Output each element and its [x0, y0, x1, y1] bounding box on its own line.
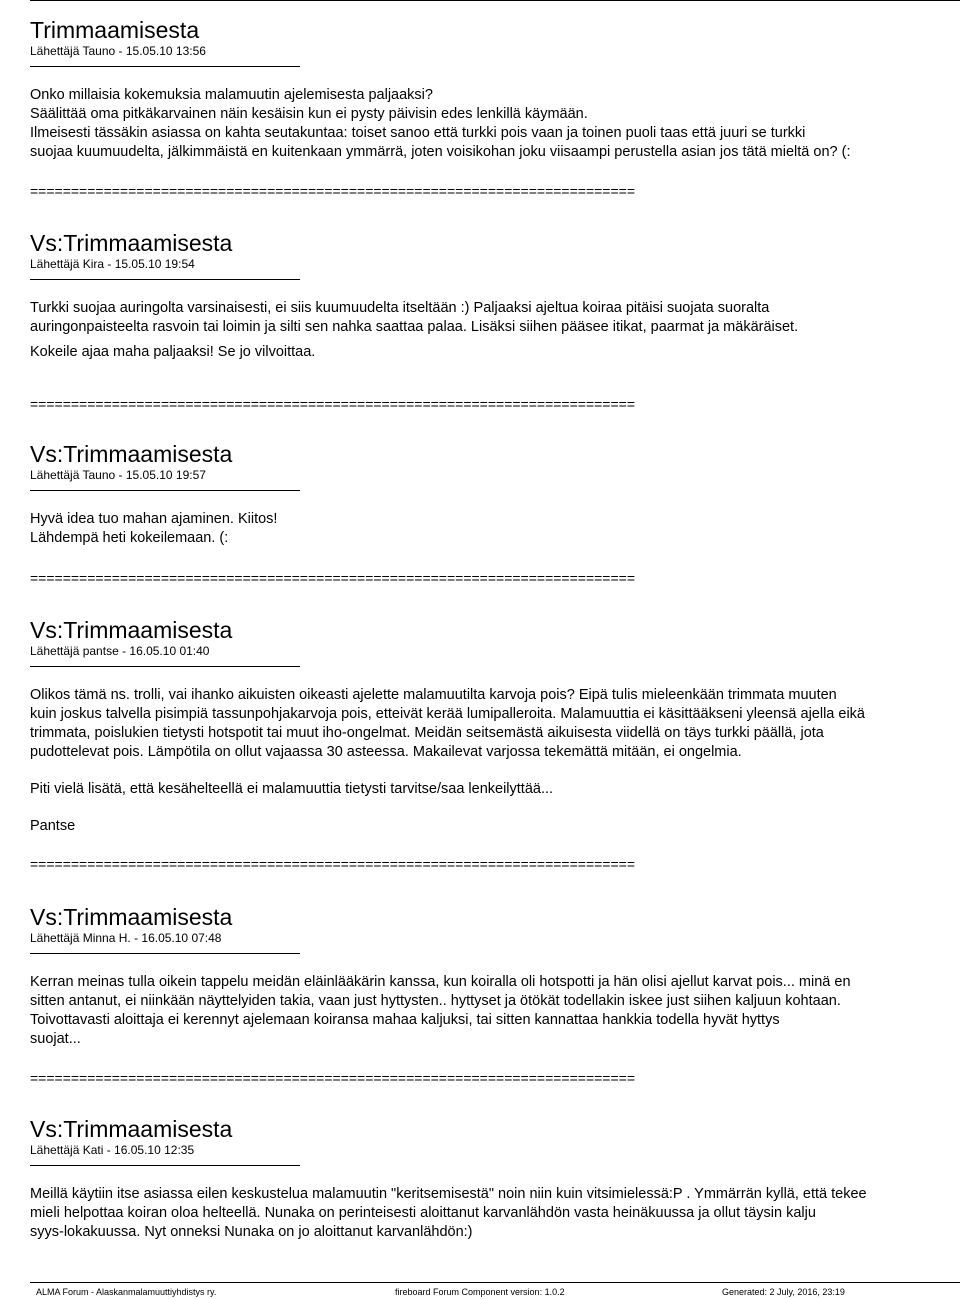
post-line: kuin joskus talvella pisimpiä tassunpohjakarvoja pois, etteivät kerää lumipalleroita. Malamuuttia ei käsittääkseni yleensä ajella eikä — [30, 706, 865, 722]
paragraph-gap — [30, 762, 960, 780]
post-title: Vs:Trimmaamisesta — [30, 1116, 233, 1142]
top-rule — [30, 0, 960, 1]
post-title: Vs:Trimmaamisesta — [30, 904, 233, 930]
post-body — [30, 86, 960, 162]
post-meta: Lähettäjä Tauno - 15.05.10 19:57 — [30, 468, 206, 482]
post-separator: ========================================================================== — [30, 183, 636, 199]
post-line: Kerran meinas tulla oikein tappelu meidän eläinlääkärin kanssa, kun koiralla oli hotspotti ja hän olisi ajellut karvat pois... minä en — [30, 974, 851, 990]
forum-post — [30, 229, 960, 362]
post-line: Ilmeisesti tässäkin asiassa on kahta seutakuntaa: toiset sanoo että turkki pois vaan ja toinen puoli taas että juuri se turkki — [30, 125, 806, 141]
post-title: Vs:Trimmaamisesta — [30, 441, 233, 467]
post-body — [30, 973, 960, 1049]
post-separator: ========================================================================== — [30, 1070, 636, 1086]
forum-post — [30, 903, 960, 1049]
post-meta: Lähettäjä Kati - 16.05.10 12:35 — [30, 1143, 195, 1157]
post-line: Toivottavasti aloittaja ei kerennyt ajelemaan koiransa mahaa kaljuksi, tai sitten kannattaa hankkia todella hyvät hyttys — [30, 1012, 780, 1028]
post-separator: ========================================================================== — [30, 856, 636, 872]
post-meta: Lähettäjä Kira - 15.05.10 19:54 — [30, 257, 195, 271]
post-divider — [30, 666, 300, 667]
post-divider — [30, 66, 300, 67]
post-divider — [30, 953, 300, 954]
post-title: Vs:Trimmaamisesta — [30, 617, 233, 643]
post-line: Meillä käytiin itse asiassa eilen keskustelua malamuutin "keritsemisestä" noin niin kuin vitsimielessä:P . Ymmärrän kyllä, että tekee — [30, 1186, 867, 1202]
post-line: suojat... — [30, 1031, 81, 1047]
post-line: trimmata, poislukien tietysti hotspotit tai muut iho-ongelmat. Meidän seitsemästä aikuisesta viidellä on täys turkki päällä, jota — [30, 725, 824, 741]
paragraph-gap — [30, 799, 960, 817]
post-line: Hyvä idea tuo mahan ajaminen. Kiitos! — [30, 511, 278, 527]
post-line: Kokeile ajaa maha paljaaksi! Se jo vilvoittaa. — [30, 344, 316, 360]
post-line: Turkki suojaa auringolta varsinaisesti, ei siis kuumuudelta itseltään :) Paljaaksi ajeltua koiraa pitäisi suojata suoralta — [30, 300, 770, 316]
post-line: Onko millaisia kokemuksia malamuutin ajelemisesta paljaaksi? — [30, 87, 433, 103]
post-body — [30, 510, 960, 548]
post-meta: Lähettäjä pantse - 16.05.10 01:40 — [30, 644, 210, 658]
page-footer — [30, 1282, 960, 1297]
post-line: auringonpaisteelta rasvoin tai loimin ja silti sen nahka saattaa palaa. Lisäksi siihen pääsee itikat, paarmat ja mäkäräiset. — [30, 319, 799, 335]
post-body — [30, 686, 960, 836]
footer-component-version: fireboard Forum Component version: 1.0.2 — [395, 1287, 565, 1297]
post-divider — [30, 1165, 300, 1166]
post-body — [30, 299, 960, 362]
post-separator: ========================================================================== — [30, 396, 636, 412]
forum-post — [30, 16, 960, 162]
post-line: suojaa kuumuudelta, jälkimmäistä en kuitenkaan ymmärrä, joten voisikohan joku viisaampi perustella asian jos tätä mieltä on? (: — [30, 144, 851, 160]
post-line: Lähdempä heti kokeilemaan. (: — [30, 530, 229, 546]
footer-site-name: ALMA Forum - Alaskanmalamuuttiyhdistys ry. — [36, 1287, 217, 1297]
post-divider — [30, 279, 300, 280]
forum-post — [30, 440, 960, 548]
post-divider — [30, 490, 300, 491]
footer-generated-date: Generated: 2 July, 2016, 23:19 — [722, 1287, 845, 1297]
post-line: sitten antanut, ei niinkään näyttelyiden takia, vaan just hyttysten.. hyttyset ja ötökät todellakin iskee just siihen kaljuun kohtaan. — [30, 993, 841, 1009]
post-title: Trimmaamisesta — [30, 17, 200, 43]
post-line: syys-lokakuussa. Nyt onneksi Nunaka on jo aloittanut karvanlähdön:) — [30, 1224, 473, 1240]
post-line: Piti vielä lisätä, että kesähelteellä ei malamuuttia tietysti tarvitse/saa lenkeilyttää... — [30, 781, 554, 797]
forum-post — [30, 616, 960, 836]
post-meta: Lähettäjä Minna H. - 16.05.10 07:48 — [30, 931, 222, 945]
post-title: Vs:Trimmaamisesta — [30, 230, 233, 256]
post-line: Säälittää oma pitkäkarvainen näin kesäisin kun ei pysty päivisin edes lenkillä käymään. — [30, 106, 588, 122]
post-line: Olikos tämä ns. trolli, vai ihanko aikuisten oikeasti ajelette malamuutilta karvoja pois? Eipä tulis mieleenkään trimmata muuten — [30, 687, 837, 703]
post-signature: Pantse — [30, 818, 76, 834]
post-line: pudottelevat pois. Lämpötila on ollut vajaassa 30 asteessa. Makailevat varjossa tekemättä mitään, ei ongelmia. — [30, 744, 742, 760]
post-line: mieli helpottaa koiran oloa helteellä. Nunaka on perinteisesti aloittanut karvanlähdön vasta heinäkuussa ja ollut täysin kalju — [30, 1205, 816, 1221]
post-separator: ========================================================================== — [30, 570, 636, 586]
post-meta: Lähettäjä Tauno - 15.05.10 13:56 — [30, 44, 206, 58]
post-body — [30, 1185, 960, 1242]
forum-post — [30, 1115, 960, 1242]
